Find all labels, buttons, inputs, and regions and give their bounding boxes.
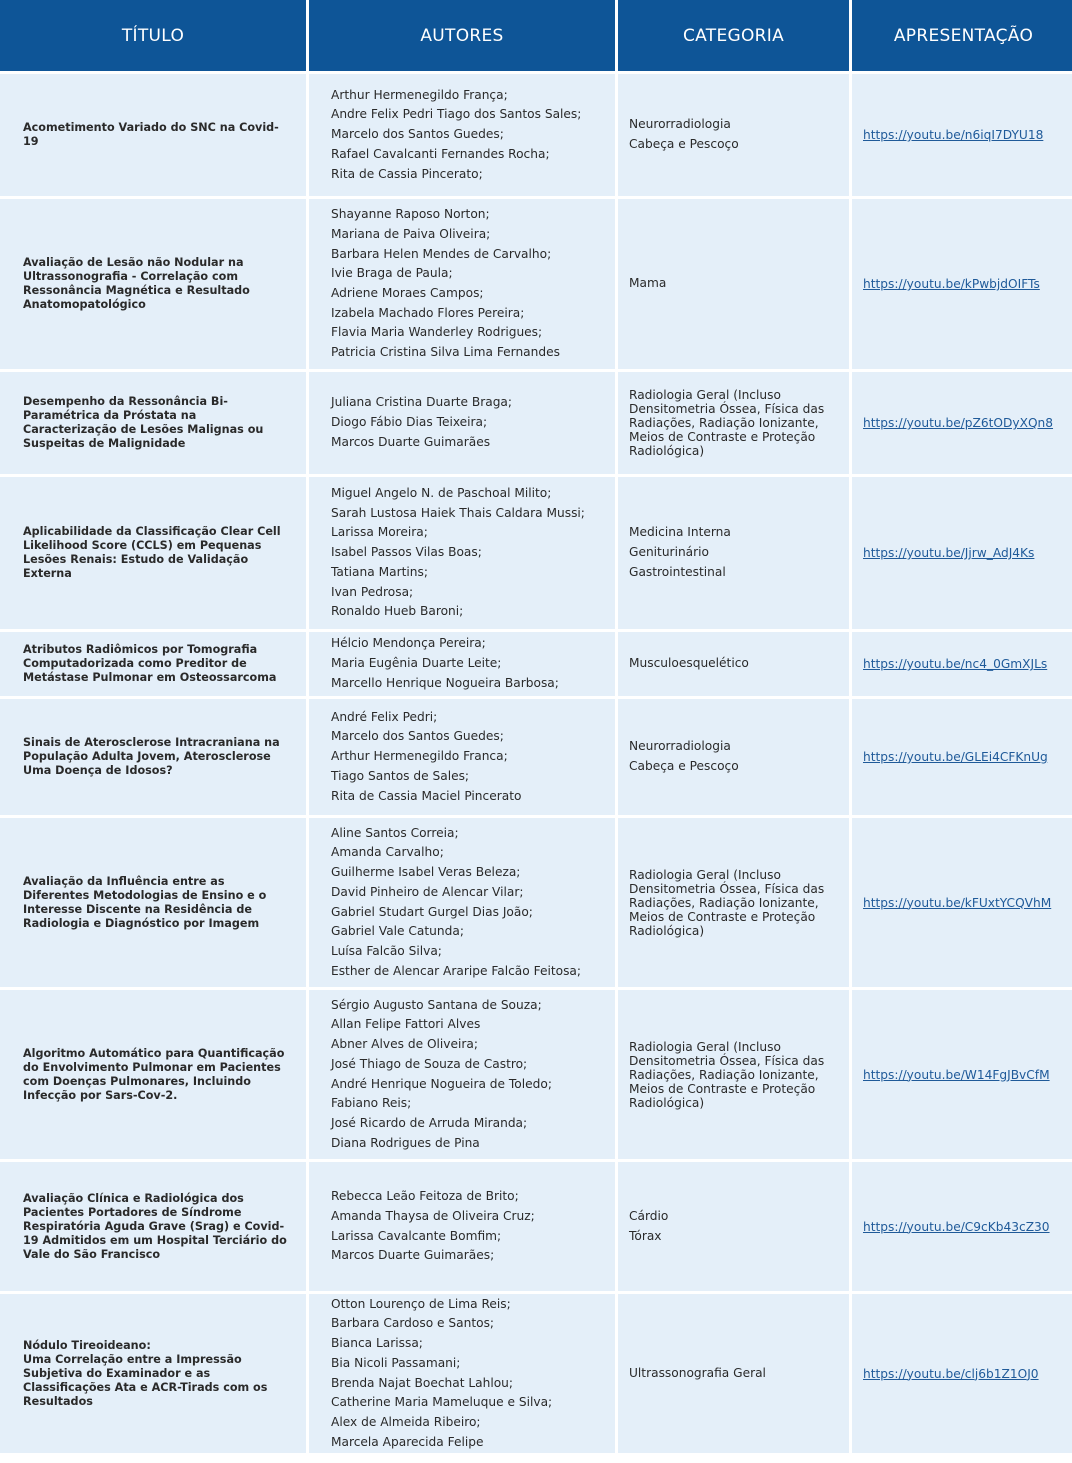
- presentation-link[interactable]: https://youtu.be/pZ6tODyXQn8: [863, 416, 1054, 430]
- author-name: Bia Nicoli Passamani;: [331, 1355, 461, 1370]
- row-title: [0, 477, 306, 629]
- row-category: [618, 990, 849, 1159]
- author-name: Barbara Cardoso e Santos;: [331, 1316, 495, 1331]
- author-name: Catherine Maria Mameluque e Silva;: [331, 1395, 553, 1410]
- table-row: [0, 199, 1072, 369]
- row-authors: [309, 477, 615, 629]
- author-name: Rafael Cavalcanti Fernandes Rocha;: [331, 146, 550, 161]
- author-name: Isabel Passos Vilas Boas;: [331, 545, 482, 560]
- author-name: Arthur Hermenegildo França;: [331, 87, 508, 102]
- row-presentation: [852, 74, 1072, 196]
- author-name: André Henrique Nogueira de Toledo;: [331, 1076, 552, 1091]
- author-name: Ivan Pedrosa;: [331, 584, 414, 599]
- category-label: Neurorradiologia: [629, 739, 731, 754]
- author-name: Alex de Almeida Ribeiro;: [331, 1414, 481, 1429]
- presentation-link[interactable]: https://youtu.be/Jjrw_AdJ4Ks: [863, 546, 1035, 560]
- row-authors: [309, 818, 615, 987]
- row-authors: [309, 699, 615, 815]
- author-name: Amanda Carvalho;: [331, 845, 444, 860]
- presentation-link[interactable]: https://youtu.be/n6iqI7DYU18: [863, 128, 1044, 142]
- author-name: Otton Lourenço de Lima Reis;: [331, 1296, 511, 1311]
- author-name: Arthur Hermenegildo Franca;: [331, 749, 508, 764]
- author-name: Allan Felipe Fattori Alves: [331, 1017, 481, 1032]
- row-presentation: [852, 1294, 1072, 1453]
- row-title-text: Avaliação de Lesão não Nodular na Ultrassonografia - Correlação com Ressonância Magnética e Resultado Anatomopatológico: [23, 256, 250, 311]
- author-name: Aline Santos Correia;: [331, 825, 459, 840]
- author-name: Marcos Duarte Guimarães;: [331, 1248, 495, 1263]
- row-title-text: Atributos Radiômicos por Tomografia Computadorizada como Preditor de Metástase Pulmonar em Osteossarcoma: [23, 643, 277, 684]
- author-name: Hélcio Mendonça Pereira;: [331, 636, 486, 651]
- header-presentation: APRESENTAÇÃO: [852, 0, 1072, 71]
- category-label: Geniturinário: [629, 545, 709, 560]
- author-name: Larissa Moreira;: [331, 525, 428, 540]
- row-presentation: [852, 1162, 1072, 1291]
- presentation-link[interactable]: https://youtu.be/W14FgJBvCfM: [863, 1067, 1050, 1082]
- row-title: [0, 1294, 306, 1453]
- row-authors: [309, 1162, 615, 1291]
- presentation-link[interactable]: https://youtu.be/nc4_0GmXJLs: [863, 657, 1048, 671]
- category-label: Medicina Interna: [629, 525, 731, 540]
- category-label: Tórax: [629, 1228, 662, 1243]
- author-name: Diogo Fábio Dias Teixeira;: [331, 415, 488, 430]
- row-presentation: [852, 632, 1072, 696]
- category-label: Cárdio: [629, 1208, 669, 1223]
- author-name: José Thiago de Souza de Castro;: [331, 1056, 528, 1071]
- row-title: [0, 74, 306, 196]
- row-title: [0, 818, 306, 987]
- table-row: [0, 990, 1072, 1159]
- row-title: [0, 1162, 306, 1291]
- category-label: Ultrassonografia Geral: [629, 1365, 766, 1380]
- row-category: [618, 818, 849, 987]
- row-category: [618, 372, 849, 474]
- row-presentation: [852, 699, 1072, 815]
- row-title: [0, 632, 306, 696]
- row-title: [0, 990, 306, 1159]
- row-title-text: Algoritmo Automático para Quantificação do Envolvimento Pulmonar em Pacientes com Doenças Pulmonares, Incluindo Infecção por Sars-Cov-2.: [23, 1046, 285, 1102]
- table-row: [0, 1162, 1072, 1291]
- author-name: Marcelo dos Santos Guedes;: [331, 729, 504, 744]
- author-name: Gabriel Studart Gurgel Dias João;: [331, 904, 533, 919]
- category-label: Mama: [629, 276, 667, 291]
- category-label: Cabeça e Pescoço: [629, 137, 739, 151]
- row-title-text: Avaliação Clínica e Radiológica dos Pacientes Portadores de Síndrome Respiratória Aguda Grave (Srag) e Covid-19 Admitidos em um Hospital Terciário do Vale do São Francisco: [23, 1191, 287, 1261]
- row-category: [618, 632, 849, 696]
- row-presentation: [852, 990, 1072, 1159]
- table-row: [0, 372, 1072, 474]
- row-title-text: Avaliação da Influência entre as Diferentes Metodologias de Ensino e o Interesse Discente na Residência de Radiologia e Diagnóstico por Imagem: [23, 874, 267, 930]
- author-name: Esther de Alencar Araripe Falcão Feitosa;: [331, 963, 581, 978]
- author-name: Luísa Falcão Silva;: [331, 943, 442, 958]
- row-title: [0, 699, 306, 815]
- row-authors: [309, 990, 615, 1159]
- author-name: Diana Rodrigues de Pina: [331, 1135, 480, 1150]
- author-name: Tiago Santos de Sales;: [331, 768, 470, 783]
- table-row: [0, 818, 1072, 987]
- author-name: André Felix Pedri;: [331, 709, 438, 724]
- row-category: [618, 1294, 849, 1453]
- author-name: Fabiano Reis;: [331, 1096, 412, 1111]
- row-title: [0, 372, 306, 474]
- row-category: [618, 74, 849, 196]
- author-name: Marcelo dos Santos Guedes;: [331, 127, 504, 142]
- category-label: Radiologia Geral (Incluso Densitometria Óssea, Física das Radiações, Radiação Ionizante, Meios de Contraste e Proteção Radiológica): [629, 388, 825, 458]
- author-name: Mariana de Paiva Oliveira;: [331, 226, 491, 241]
- row-title-text: Desempenho da Ressonância Bi-Paramétrica da Próstata na Caracterização de Lesões Malignas ou Suspeitas de Malignidade: [23, 395, 264, 450]
- author-name: Barbara Helen Mendes de Carvalho;: [331, 246, 552, 261]
- header-authors: AUTORES: [309, 0, 615, 71]
- author-name: Rita de Cassia Maciel Pincerato: [331, 788, 522, 803]
- header-title: TÍTULO: [0, 0, 306, 71]
- category-label: Gastrointestinal: [629, 564, 726, 579]
- author-name: Brenda Najat Boechat Lahlou;: [331, 1375, 514, 1390]
- header-category: CATEGORIA: [618, 0, 849, 71]
- table-header-row: [0, 0, 1072, 71]
- author-name: Rita de Cassia Pincerato;: [331, 166, 483, 181]
- author-name: Guilherme Isabel Veras Beleza;: [331, 865, 521, 880]
- author-name: Marcello Henrique Nogueira Barbosa;: [331, 675, 559, 690]
- author-name: Rebecca Leão Feitoza de Brito;: [331, 1189, 519, 1204]
- category-label: Radiologia Geral (Incluso Densitometria Óssea, Física das Radiações, Radiação Ionizante, Meios de Contraste e Proteção Radiológica): [629, 1039, 825, 1110]
- author-name: Maria Eugênia Duarte Leite;: [331, 656, 502, 671]
- row-authors: [309, 372, 615, 474]
- row-authors: [309, 1294, 615, 1453]
- row-presentation: [852, 199, 1072, 369]
- table-row: [0, 632, 1072, 696]
- row-title-text: Sinais de Aterosclerose Intracraniana na População Adulta Jovem, Aterosclerose Uma Doença de Idosos?: [23, 736, 280, 777]
- author-name: Sérgio Augusto Santana de Souza;: [331, 997, 542, 1012]
- author-name: David Pinheiro de Alencar Vilar;: [331, 884, 524, 899]
- author-name: Andre Felix Pedri Tiago dos Santos Sales;: [331, 107, 582, 122]
- row-category: [618, 477, 849, 629]
- table-row: [0, 699, 1072, 815]
- author-name: Marcos Duarte Guimarães: [331, 434, 491, 449]
- category-label: Neurorradiologia: [629, 117, 731, 132]
- row-authors: [309, 74, 615, 196]
- author-name: Gabriel Vale Catunda;: [331, 924, 464, 939]
- author-name: Patricia Cristina Silva Lima Fernandes: [331, 345, 560, 360]
- row-presentation: [852, 477, 1072, 629]
- presentation-link[interactable]: https://youtu.be/GLEi4CFKnUg: [863, 750, 1048, 764]
- presentation-link[interactable]: https://youtu.be/clj6b1Z1OJ0: [863, 1366, 1039, 1381]
- category-label: Radiologia Geral (Incluso Densitometria Óssea, Física das Radiações, Radiação Ionizante, Meios de Contraste e Proteção Radiológica): [629, 867, 825, 938]
- author-name: Shayanne Raposo Norton;: [331, 207, 490, 222]
- author-name: Tatiana Martins;: [331, 564, 428, 579]
- category-label: Cabeça e Pescoço: [629, 759, 739, 773]
- table-row: [0, 1294, 1072, 1453]
- row-title-text: Aplicabilidade da Classificação Clear Cell Likelihood Score (CCLS) em Pequenas Lesões Renais: Estudo de Validação Externa: [23, 525, 281, 580]
- row-title-text: Acometimento Variado do SNC na Covid-19: [23, 121, 279, 148]
- row-authors: [309, 199, 615, 369]
- author-name: Miguel Angelo N. de Paschoal Milito;: [331, 486, 552, 501]
- presentation-link[interactable]: https://youtu.be/kFUxtYCQVhM: [863, 895, 1052, 910]
- row-category: [618, 699, 849, 815]
- row-category: [618, 1162, 849, 1291]
- author-name: Adriene Moraes Campos;: [331, 286, 484, 300]
- row-title-text: Uma Correlação entre a Impressão Subjetiva do Examinador e as Classificações Ata e ACR-Tirads com os Resultados: [23, 1352, 268, 1408]
- row-category: [618, 199, 849, 369]
- table-row: [0, 477, 1072, 629]
- presentation-link[interactable]: https://youtu.be/C9cKb43cZ30: [863, 1219, 1050, 1234]
- category-label: Musculoesquelético: [629, 656, 749, 671]
- table-body: [0, 74, 1072, 1453]
- author-name: Larissa Cavalcante Bomfim;: [331, 1228, 502, 1243]
- row-presentation: [852, 372, 1072, 474]
- row-title-text: Nódulo Tireoideano:: [23, 1338, 151, 1352]
- author-name: Juliana Cristina Duarte Braga;: [331, 395, 513, 410]
- author-name: Ronaldo Hueb Baroni;: [331, 604, 464, 619]
- row-presentation: [852, 818, 1072, 987]
- presentation-link[interactable]: https://youtu.be/kPwbjdOIFTs: [863, 277, 1040, 291]
- row-authors: [309, 632, 615, 696]
- author-name: Amanda Thaysa de Oliveira Cruz;: [331, 1208, 535, 1223]
- author-name: Marcela Aparecida Felipe: [331, 1434, 484, 1449]
- author-name: Bianca Larissa;: [331, 1336, 423, 1351]
- table-row: [0, 74, 1072, 196]
- author-name: Izabela Machado Flores Pereira;: [331, 305, 525, 320]
- row-title: [0, 199, 306, 369]
- author-name: Sarah Lustosa Haiek Thais Caldara Mussi;: [331, 505, 585, 520]
- author-name: Ivie Braga de Paula;: [331, 266, 453, 281]
- author-name: José Ricardo de Arruda Miranda;: [331, 1115, 528, 1130]
- author-name: Abner Alves de Oliveira;: [331, 1037, 478, 1052]
- author-name: Flavia Maria Wanderley Rodrigues;: [331, 325, 543, 340]
